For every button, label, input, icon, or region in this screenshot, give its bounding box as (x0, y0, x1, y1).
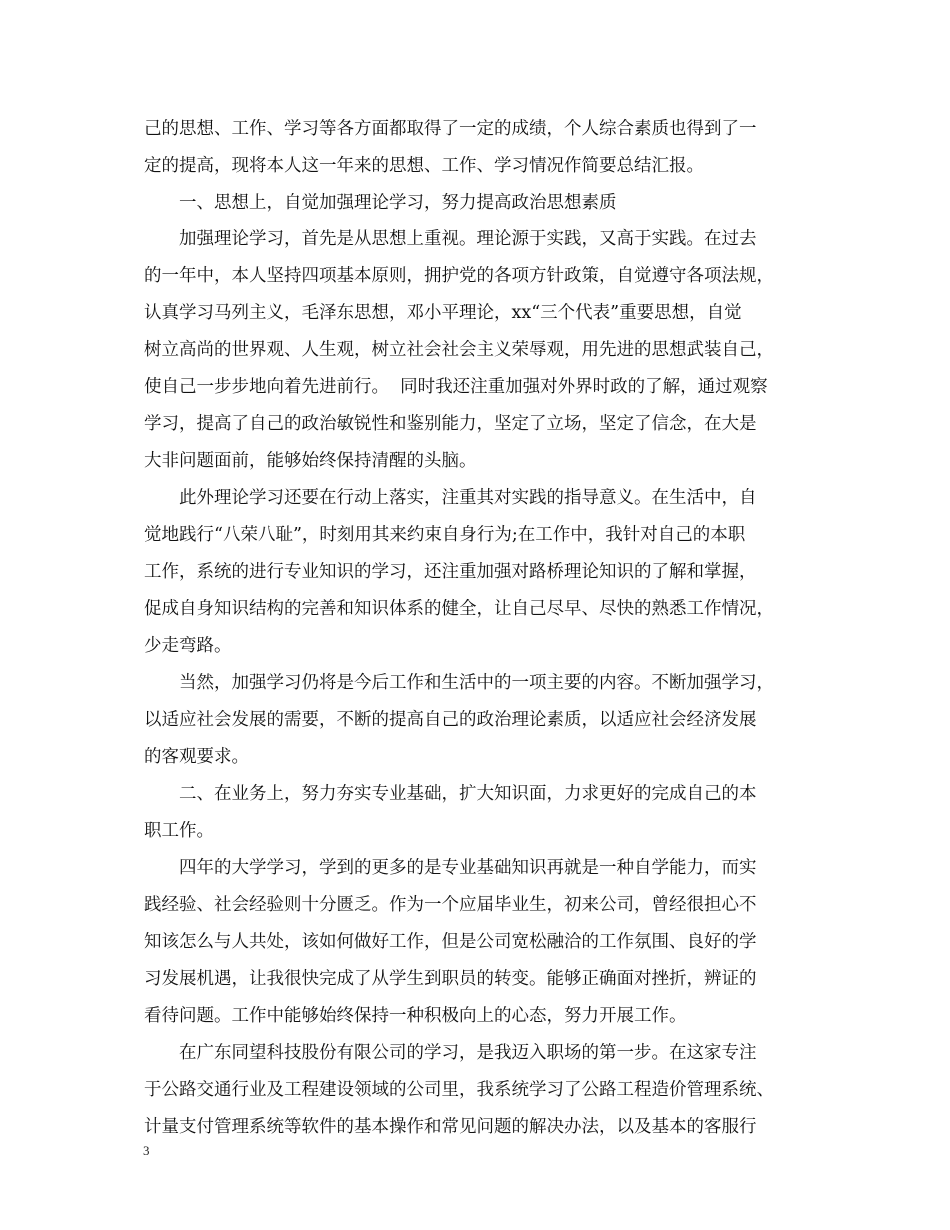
text-line: 四年的大学学习，学到的更多的是专业基础知识再就是一种自学能力，而实 (179, 858, 757, 878)
text-line: 在广东同望科技股份有限公司的学习，是我迈入职场的第一步。在这家专注 (179, 1043, 757, 1063)
text-line: 使自己一步步地向着先进前行。 同时我还注重加强对外界时政的了解，通过观察 (144, 377, 768, 397)
text-line: 以适应社会发展的需要，不断的提高自己的政治理论素质，以适应社会经济发展 (144, 710, 757, 730)
section-heading: 二、在业务上，努力夯实专业基础，扩大知识面，力求更好的完成自己的本 (179, 784, 757, 804)
text-line: 己的思想、工作、学习等各方面都取得了一定的成绩，个人综合素质也得到了一 (144, 119, 757, 139)
text-line: 加强理论学习，首先是从思想上重视。理论源于实践，又高于实践。在过去 (179, 229, 757, 249)
text-line: 此外理论学习还要在行动上落实，注重其对实践的指导意义。在生活中，自 (179, 488, 757, 508)
text-line: 工作，系统的进行专业知识的学习，还注重加强对路桥理论知识的了解和掌握， (144, 562, 757, 582)
section-heading: 职工作。 (144, 821, 214, 841)
text-line: 觉地践行“八荣八耻”，时刻用其来约束自身行为;在工作中，我针对自己的本职 (144, 525, 746, 545)
text-line: 认真学习马列主义，毛泽东思想，邓小平理论，xx“三个代表”重要思想，自觉 (144, 303, 742, 323)
text-line: 促成自身知识结构的完善和知识体系的健全，让自己尽早、尽快的熟悉工作情况， (144, 599, 774, 619)
text-line: 践经验、社会经验则十分匮乏。作为一个应届毕业生，初来公司，曾经很担心不 (144, 895, 757, 915)
text-line: 知该怎么与人共处，该如何做好工作，但是公司宽松融洽的工作氛围、良好的学 (144, 932, 757, 952)
text-line: 看待问题。工作中能够始终保持一种积极向上的心态，努力开展工作。 (144, 1006, 687, 1026)
text-line: 当然，加强学习仍将是今后工作和生活中的一项主要的内容。不断加强学习， (179, 673, 774, 693)
text-line: 树立高尚的世界观、人生观，树立社会社会主义荣辱观，用先进的思想武装自己， (144, 340, 774, 360)
text-line: 的客观要求。 (144, 747, 249, 767)
text-line: 大非问题面前，能够始终保持清醒的头脑。 (144, 451, 477, 471)
text-line: 计量支付管理系统等软件的基本操作和常见问题的解决办法，以及基本的客服行 (144, 1117, 757, 1137)
section-heading: 一、思想上，自觉加强理论学习，努力提高政治思想素质 (179, 193, 617, 213)
text-line: 的一年中，本人坚持四项基本原则，拥护党的各项方针政策，自觉遵守各项法规， (144, 266, 774, 286)
text-line: 习发展机遇，让我很快完成了从学生到职员的转变。能够正确面对挫折，辨证的 (144, 969, 757, 989)
text-line: 学习，提高了自己的政治敏锐性和鉴别能力，坚定了立场，坚定了信念，在大是 (144, 414, 757, 434)
text-line: 少走弯路。 (144, 636, 232, 656)
text-line: 于公路交通行业及工程建设领域的公司里，我系统学习了公路工程造价管理系统、 (144, 1080, 774, 1100)
text-line: 定的提高，现将本人这一年来的思想、工作、学习情况作简要总结汇报。 (144, 156, 704, 176)
page-number: 3 (143, 1143, 150, 1158)
